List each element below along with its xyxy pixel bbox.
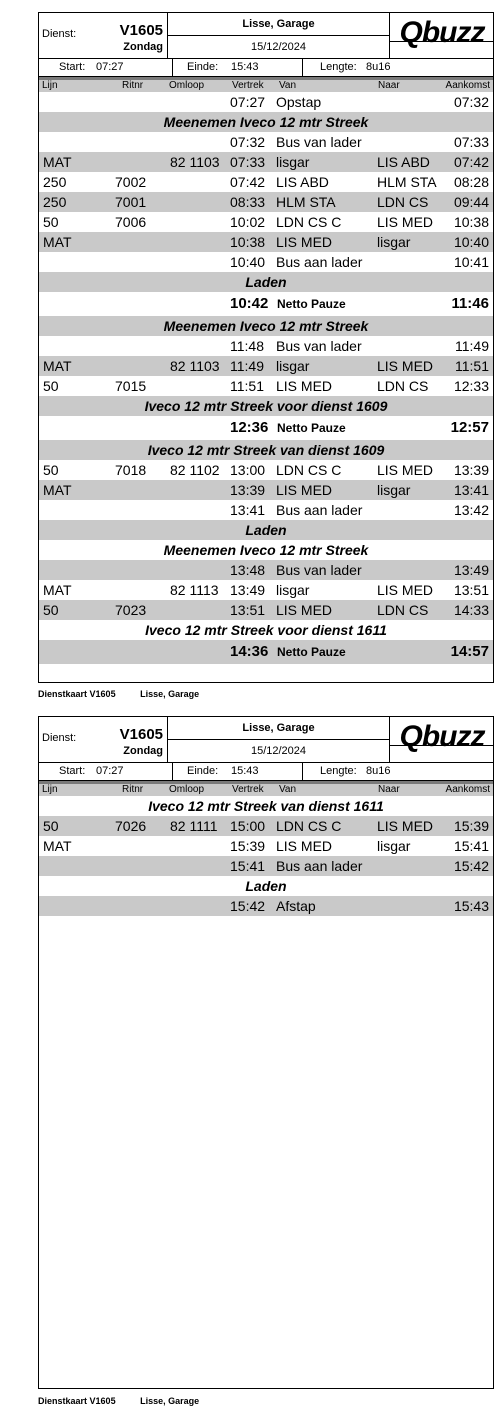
aankomst: 13:41 — [453, 482, 489, 498]
dienstkaart-page-2 — [0, 706, 500, 1426]
vertrek: 13:49 — [230, 582, 266, 598]
table-row — [39, 132, 493, 152]
vertrek: 10:02 — [230, 214, 266, 230]
header-block — [39, 717, 493, 763]
table-row — [39, 356, 493, 376]
vertrek: 07:33 — [230, 154, 266, 170]
van: LIS ABD — [276, 174, 329, 190]
col-van: Van — [279, 784, 297, 795]
aankomst: 07:33 — [453, 134, 489, 150]
footer-code: V1605 — [89, 689, 116, 699]
start-label: Start: — [59, 61, 86, 73]
footer-location: Lisse, Garage — [140, 689, 200, 699]
location: Lisse, Garage — [168, 717, 389, 740]
vertrek: 13:39 — [230, 482, 266, 498]
ritnr: 7002 — [115, 174, 147, 190]
lijn: 250 — [43, 194, 67, 210]
aankomst: 15:43 — [453, 898, 489, 914]
naar: LDN CS — [377, 378, 429, 394]
van: Bus van lader — [276, 338, 362, 354]
dienst-code: V1605 — [119, 22, 163, 39]
times-bar — [39, 59, 493, 77]
naar: HLM STA — [377, 174, 437, 190]
divider — [172, 59, 173, 76]
aankomst: 14:33 — [453, 602, 489, 618]
date: 15/12/2024 — [250, 41, 307, 53]
table-row — [39, 212, 493, 232]
lijn: MAT — [43, 582, 72, 598]
van: Bus van lader — [276, 134, 362, 150]
dienst-label: Dienst: — [42, 28, 77, 40]
dienst-label: Dienst: — [42, 732, 77, 744]
pause-start: 10:42 — [230, 295, 269, 312]
ritnr: 7018 — [115, 462, 147, 478]
section-heading: Iveco 12 mtr Streek voor dienst 1609 — [39, 396, 493, 416]
van: Afstap — [276, 898, 316, 914]
lijn: MAT — [43, 358, 72, 374]
col-aankomst: Aankomst — [445, 784, 490, 795]
ritnr: 7006 — [115, 214, 147, 230]
dienstkaart-page-1 — [0, 0, 500, 706]
vertrek: 11:48 — [230, 338, 264, 354]
date: 15/12/2024 — [250, 745, 307, 757]
vertrek: 15:00 — [230, 818, 266, 834]
ritnr: 7023 — [115, 602, 147, 618]
omloop: 82 1102 — [170, 462, 220, 478]
col-omloop: Omloop — [169, 784, 205, 795]
col-vertrek: Vertrek — [232, 80, 264, 91]
section-heading: Meenemen Iveco 12 mtr Streek — [163, 542, 369, 558]
dienst-day: Zondag — [123, 41, 163, 53]
col-ritnr: Ritnr — [122, 784, 144, 795]
location: Lisse, Garage — [168, 13, 389, 36]
table-row — [39, 172, 493, 192]
vertrek: 11:51 — [230, 378, 264, 394]
table-row — [39, 560, 493, 580]
table-row — [39, 192, 493, 212]
vertrek: 10:40 — [230, 254, 266, 270]
aankomst: 13:49 — [453, 562, 489, 578]
footer-code: V1605 — [89, 1396, 116, 1406]
table-row — [39, 152, 493, 172]
aankomst: 09:44 — [453, 194, 489, 210]
section-heading: Meenemen Iveco 12 mtr Streek — [39, 316, 493, 336]
section-heading: Laden — [39, 520, 493, 540]
section-heading: Iveco 12 mtr Streek van dienst 1609 — [39, 440, 493, 460]
qbuzz-logo: Qbuzz — [390, 717, 494, 746]
vertrek: 15:41 — [230, 858, 266, 874]
aankomst: 12:33 — [453, 378, 489, 394]
page-footer — [38, 1396, 199, 1406]
dienst-code: V1605 — [119, 726, 163, 743]
col-ritnr: Ritnr — [122, 80, 144, 91]
table-row — [39, 816, 493, 836]
naar: LDN CS — [377, 194, 429, 210]
omloop: 82 1103 — [170, 154, 220, 170]
col-aankomst: Aankomst — [445, 80, 490, 91]
van: LIS MED — [276, 838, 333, 854]
divider — [302, 763, 303, 780]
van: Opstap — [276, 94, 322, 110]
vertrek: 08:33 — [230, 194, 266, 210]
aankomst: 13:42 — [453, 502, 489, 518]
omloop: 82 1113 — [170, 582, 219, 598]
table-row — [39, 460, 493, 480]
van: lisgar — [276, 582, 310, 598]
lijn: 50 — [43, 462, 59, 478]
table-row — [39, 232, 493, 252]
van: Bus aan lader — [276, 858, 363, 874]
table-row — [39, 836, 493, 856]
aankomst: 15:42 — [453, 858, 489, 874]
van: Bus aan lader — [276, 502, 363, 518]
aankomst: 13:51 — [453, 582, 489, 598]
aankomst: 10:41 — [453, 254, 489, 270]
section-heading: Iveco 12 mtr Streek van dienst 1611 — [148, 798, 384, 814]
vertrek: 13:41 — [230, 502, 266, 518]
vertrek: 07:27 — [230, 94, 266, 110]
ritnr: 7001 — [115, 194, 147, 210]
aankomst: 10:38 — [453, 214, 489, 230]
pause-row — [39, 292, 493, 316]
naar: LIS MED — [377, 358, 434, 374]
qbuzz-logo: Qbuzz — [390, 13, 494, 42]
naar: LIS ABD — [377, 154, 430, 170]
ritnr: 7015 — [115, 378, 147, 394]
aankomst: 15:41 — [453, 838, 489, 854]
pause-start: 12:36 — [230, 419, 269, 436]
aankomst: 08:28 — [453, 174, 489, 190]
lengte-value: 8u16 — [366, 765, 391, 777]
vertrek: 15:42 — [230, 898, 266, 914]
einde-time: 15:43 — [231, 61, 259, 73]
table-row — [39, 580, 493, 600]
col-naar: Naar — [378, 80, 400, 91]
aankomst: 07:32 — [453, 94, 489, 110]
van: LDN CS C — [276, 818, 342, 834]
table-row — [39, 252, 493, 272]
col-lijn: Lijn — [42, 80, 58, 91]
pause-row — [39, 640, 493, 664]
section-heading: Laden — [245, 878, 287, 894]
table-row — [39, 92, 493, 112]
aankomst: 07:42 — [453, 154, 489, 170]
van: LIS MED — [276, 482, 333, 498]
aankomst: 11:51 — [455, 358, 489, 374]
page-footer — [38, 689, 199, 699]
table-row — [39, 376, 493, 396]
table-row — [39, 500, 493, 520]
lengte-label: Lengte: — [320, 61, 357, 73]
dienstkaart-frame — [38, 12, 494, 683]
van: lisgar — [276, 358, 310, 374]
table-row — [39, 480, 493, 500]
start-label: Start: — [59, 765, 86, 777]
lijn: 50 — [43, 818, 59, 834]
vertrek: 07:42 — [230, 174, 266, 190]
col-omloop: Omloop — [169, 80, 205, 91]
footer-location: Lisse, Garage — [140, 1396, 200, 1406]
omloop: 82 1111 — [170, 818, 218, 834]
aankomst: 11:49 — [455, 338, 489, 354]
vertrek: 15:39 — [230, 838, 266, 854]
naar: LIS MED — [377, 462, 434, 478]
column-header — [39, 77, 493, 92]
pause-label: Netto Pauze — [277, 645, 346, 659]
vertrek: 10:38 — [230, 234, 266, 250]
naar: LIS MED — [377, 214, 434, 230]
vertrek: 11:49 — [230, 358, 264, 374]
naar: LDN CS — [377, 602, 429, 618]
header-block — [39, 13, 493, 59]
lijn: MAT — [43, 482, 72, 498]
table-row — [39, 856, 493, 876]
col-vertrek: Vertrek — [232, 784, 264, 795]
lijn: 50 — [43, 214, 59, 230]
naar: lisgar — [377, 234, 411, 250]
vertrek: 13:48 — [230, 562, 266, 578]
section-heading: Meenemen Iveco 12 mtr Streek — [39, 112, 493, 132]
lijn: 50 — [43, 602, 59, 618]
section-heading: Laden — [39, 272, 493, 292]
van: LIS MED — [276, 602, 333, 618]
einde-time: 15:43 — [231, 765, 259, 777]
lijn: 250 — [43, 174, 67, 190]
pause-label: Netto Pauze — [277, 297, 346, 311]
van: Bus van lader — [276, 562, 362, 578]
footer-label: Dienstkaart — [38, 689, 88, 699]
lijn: 50 — [43, 378, 59, 394]
times-bar — [39, 763, 493, 781]
naar: lisgar — [377, 838, 411, 854]
vertrek: 07:32 — [230, 134, 266, 150]
van: LDN CS C — [276, 214, 342, 230]
van: LIS MED — [276, 234, 333, 250]
start-time: 07:27 — [96, 61, 124, 73]
pause-end: 14:57 — [450, 643, 489, 660]
einde-label: Einde: — [187, 61, 219, 73]
pause-row — [39, 416, 493, 440]
ritnr: 7026 — [115, 818, 147, 834]
omloop: 82 1103 — [170, 358, 220, 374]
col-lijn: Lijn — [42, 784, 58, 795]
van: lisgar — [276, 154, 310, 170]
aankomst: 15:39 — [453, 818, 489, 834]
start-time: 07:27 — [96, 765, 124, 777]
col-van: Van — [279, 80, 297, 91]
vertrek: 13:00 — [230, 462, 266, 478]
van: HLM STA — [276, 194, 336, 210]
lijn: MAT — [43, 234, 72, 250]
pause-label: Netto Pauze — [277, 421, 346, 435]
van: LDN CS C — [276, 462, 342, 478]
column-header — [39, 781, 493, 796]
divider — [172, 763, 173, 780]
lengte-value: 8u16 — [366, 61, 391, 73]
footer-label: Dienstkaart — [38, 1396, 88, 1406]
dienst-day: Zondag — [123, 745, 163, 757]
van: Bus aan lader — [276, 254, 363, 270]
col-naar: Naar — [378, 784, 400, 795]
aankomst: 10:40 — [453, 234, 489, 250]
table-row — [39, 336, 493, 356]
lengte-label: Lengte: — [320, 765, 357, 777]
einde-label: Einde: — [187, 765, 219, 777]
van: LIS MED — [276, 378, 333, 394]
naar: LIS MED — [377, 818, 434, 834]
lijn: MAT — [43, 154, 72, 170]
aankomst: 13:39 — [453, 462, 489, 478]
naar: LIS MED — [377, 582, 434, 598]
lijn: MAT — [43, 838, 72, 854]
naar: lisgar — [377, 482, 411, 498]
table-row — [39, 600, 493, 620]
section-heading: Iveco 12 mtr Streek voor dienst 1611 — [145, 622, 387, 638]
pause-end: 12:57 — [450, 419, 489, 436]
divider — [302, 59, 303, 76]
pause-end: 11:46 — [451, 295, 489, 312]
dienstkaart-frame — [38, 716, 494, 1389]
table-row — [39, 896, 493, 916]
pause-start: 14:36 — [230, 643, 269, 660]
vertrek: 13:51 — [230, 602, 266, 618]
